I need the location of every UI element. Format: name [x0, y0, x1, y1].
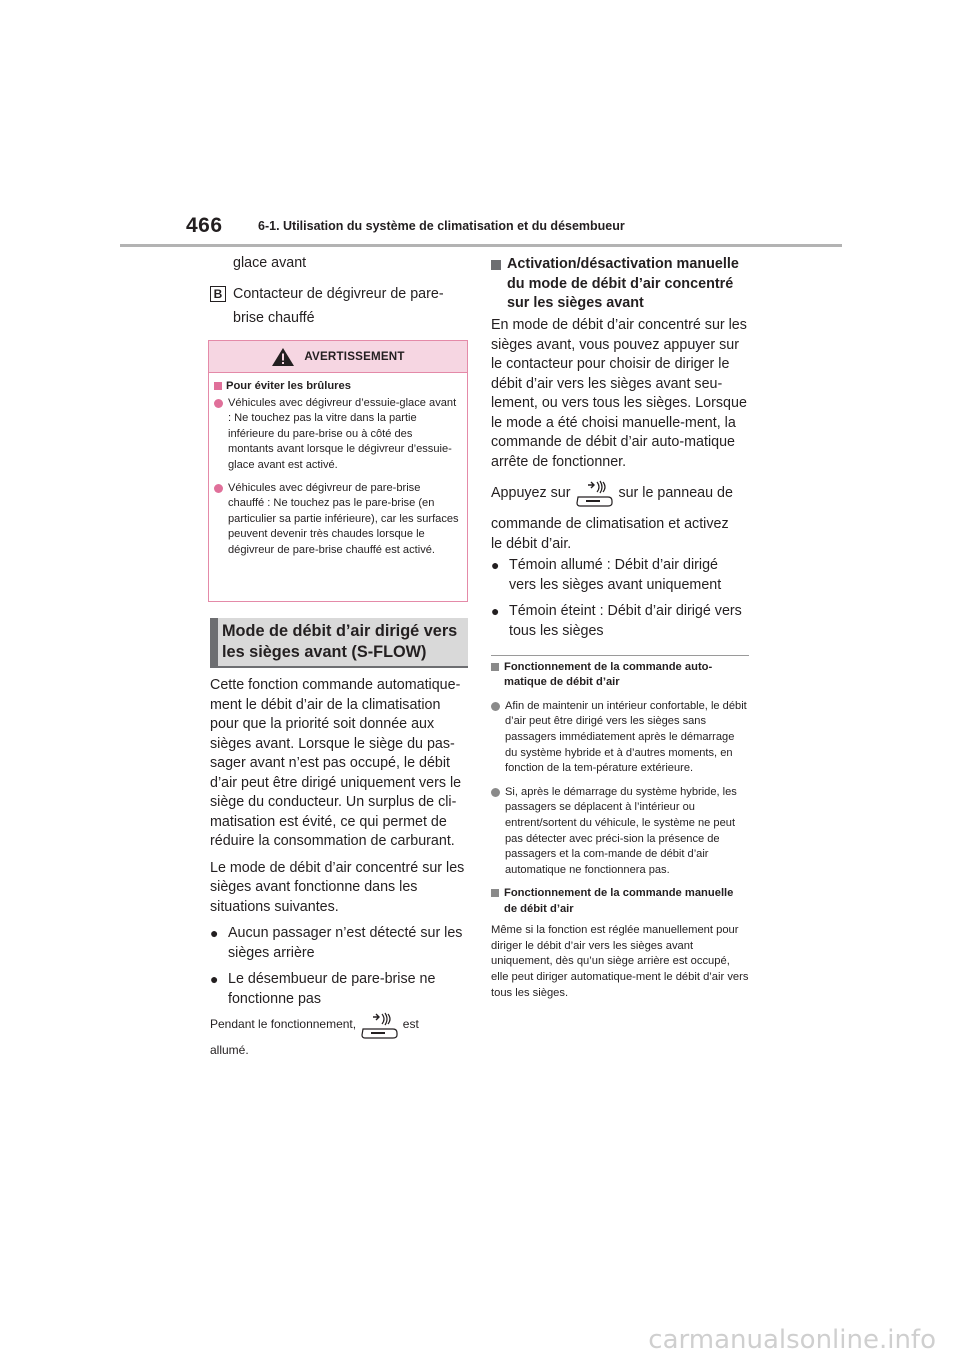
warning-subtitle: Pour éviter les brûlures [214, 379, 459, 393]
dot-bullet-icon [491, 788, 500, 797]
header-divider [120, 244, 842, 247]
dot-bullet-icon [491, 702, 500, 711]
section-title-line2: les sièges avant (S-FLOW) [222, 643, 427, 661]
right-paragraph-1: En mode de débit d’air concentré sur les sièges avant, vous pouvez appuyer sur le contacteur pour choisir de diriger le débit d’air vers les sièges avant seu-lement, ou vers tous les sièges. Lorsque le mode a été choisi manuelle-ment, la commande de débit d’air auto-matique arrête de fonctionner. [491, 317, 747, 470]
item-b-line1: Contacteur de dégivreur de pare- [233, 286, 444, 302]
continued-text: glace avant [233, 255, 307, 271]
square-bullet-icon [491, 663, 499, 671]
dot-bullet-icon [214, 399, 223, 408]
item-b-line2: brise chauffé [233, 309, 315, 326]
item-b-marker: B [210, 286, 226, 302]
page-number: 466 [186, 214, 223, 237]
item-b [210, 285, 470, 328]
bullet-icon: ● [491, 603, 500, 619]
press-instruction: Appuyez sur sur le panneau de [491, 478, 753, 508]
right-bullets [491, 556, 747, 641]
square-bullet-icon [491, 889, 499, 897]
list-item: ● Aucun passager n’est détecté sur les sièges arrière [210, 924, 466, 963]
note-item: Si, après le démarrage du système hybride, les passagers se déplacent à l’intérieur ou entrent/sortent du véhicule, le système ne peut pas détecter avec préci-sion la présence de passagers et la com-mande de débit d’air automatique ne fonctionnera pas. [491, 785, 749, 879]
notes [491, 660, 749, 1001]
section-heading [210, 618, 468, 668]
warning-title: AVERTISSEMENT [304, 350, 405, 363]
bullet-icon: ● [491, 557, 500, 573]
bullet-icon: ● [210, 925, 219, 941]
manual-subheading: Activation/désactivation manuelle du mode de débit d’air concentré sur les sièges avant [491, 255, 749, 314]
square-bullet-icon [491, 260, 501, 270]
indicator-note: Pendant le fonctionnement, est [210, 1010, 470, 1039]
right-body [491, 316, 747, 472]
sflow-indicator-icon [359, 1011, 399, 1039]
list-item: ● Témoin éteint : Débit d’air dirigé vers tous les sièges [491, 602, 747, 641]
warning-item: Véhicules avec dégivreur de pare-brise chauffé : Ne touchez pas le pare-brise (en particulier sa partie inférieure), car les surfaces peuvent devenir très chaudes lorsque le dégivreur de pare-brise chauffé est activé. [214, 481, 459, 558]
dot-bullet-icon [214, 484, 223, 493]
watermark-bar [0, 1322, 960, 1358]
note-subheading: Fonctionnement de la commande manuelle de débit d’air [491, 886, 749, 917]
left-paragraph-1: Cette fonction commande automatique-ment le débit d’air de la climatisation pour que la priorité soit donnée aux sièges avant. Lorsque le siège du pas-sager avant n’est pas occupé, le débit d’air peut être dirigé uniquement vers le siège du conducteur. Un surplus de cli-matisation est évité, ce qui permet de réduire la consommation de carburant. [210, 677, 462, 849]
warning-triangle-icon [271, 347, 295, 367]
section-title-line1: Mode de débit d’air dirigé vers [222, 622, 458, 640]
left-paragraph-2: Le mode de débit d’air concentré sur les sièges avant fonctionne dans les situations suivantes. [210, 859, 465, 915]
notes-divider [491, 655, 749, 656]
list-item: ● Le désembueur de pare-brise ne fonctionne pas [210, 970, 466, 1009]
left-body [210, 676, 466, 1009]
note-subheading: Fonctionnement de la commande auto-matique de débit d’air [491, 660, 749, 691]
watermark-text: carmanualsonline.info [648, 1325, 936, 1355]
warning-box [208, 340, 468, 602]
warning-header [209, 341, 467, 373]
press-instruction-line2: commande de climatisation et activez le débit d’air. [491, 516, 729, 552]
chapter-title: 6-1. Utilisation du système de climatisation et du désembueur [258, 219, 625, 233]
indicator-note-line2: allumé. [210, 1043, 249, 1057]
bullet-icon: ● [210, 971, 219, 987]
sflow-button-icon [574, 479, 614, 507]
note-paragraph: Même si la fonction est réglée manuellement pour diriger le débit d’air vers les sièges avant uniquement, dès qu’un siège arrière est occupé, elle peut diriger automatique-ment le débit d’air vers tous les sièges. [491, 924, 749, 999]
list-item: ● Témoin allumé : Débit d’air dirigé vers les sièges avant uniquement [491, 556, 747, 595]
square-bullet-icon [214, 382, 222, 390]
note-item: Afin de maintenir un intérieur confortable, le débit d’air peut être dirigé vers les sièges sans passagers immédiatement après le démarrage du système hybride et à d’autres moments, en fonction de la tem-pérature extérieure. [491, 699, 749, 777]
warning-item: Véhicules avec dégivreur d’essuie-glace avant : Ne touchez pas la vitre dans la partie inférieure du pare-brise ou à côté des montants avant lorsque le dégivreur d’essuie-glace avant est activé. [214, 396, 459, 473]
